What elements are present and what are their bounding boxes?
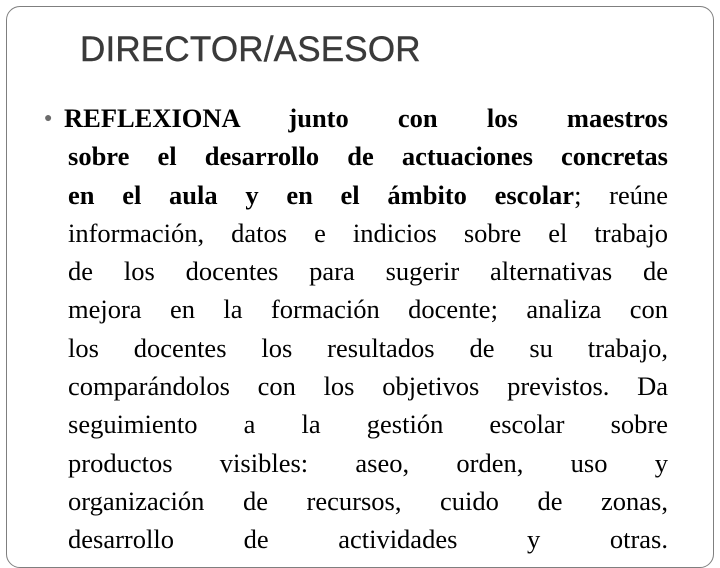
line-text: los docentes los resultados de su trabajo, [68, 332, 668, 363]
line-text: mejora en la formación docente; analiza con [68, 294, 668, 325]
line-text: comparándolos con los objetivos previstos. Da [68, 371, 668, 402]
line-text: seguimiento a la gestión escolar sobre [68, 409, 668, 440]
body-line [68, 214, 668, 252]
line-text: ; reúne [574, 179, 669, 210]
dot-bullet-icon: ● [44, 111, 53, 126]
line-bold-text: REFLEXIONA junto con los maestros [64, 103, 668, 133]
body-line [68, 482, 668, 520]
slide-body [44, 99, 669, 559]
body-line [68, 367, 668, 405]
line-bold-text: sobre el desarrollo de actuaciones concretas [68, 141, 668, 172]
line-text: organización de recursos, cuido de zonas, [68, 485, 668, 516]
body-line [68, 329, 668, 367]
line-text: productos visibles: aseo, orden, uso y [68, 447, 668, 478]
slide-title: DIRECTOR/ASESOR [80, 30, 421, 69]
body-line [68, 405, 668, 443]
line-bold-text: en el aula y en el ámbito escolar [68, 179, 575, 210]
body-line [44, 99, 668, 137]
body-line [68, 137, 668, 175]
line-text: de los docentes para sugerir alternativas de [68, 256, 668, 287]
line-text: información, datos e indicios sobre el trabajo [68, 217, 668, 248]
body-line [68, 444, 668, 482]
body-line [68, 290, 668, 328]
body-line [68, 520, 668, 558]
body-line [68, 176, 668, 214]
line-text: desarrollo de actividades y otras. [68, 524, 668, 555]
body-line [68, 252, 668, 290]
